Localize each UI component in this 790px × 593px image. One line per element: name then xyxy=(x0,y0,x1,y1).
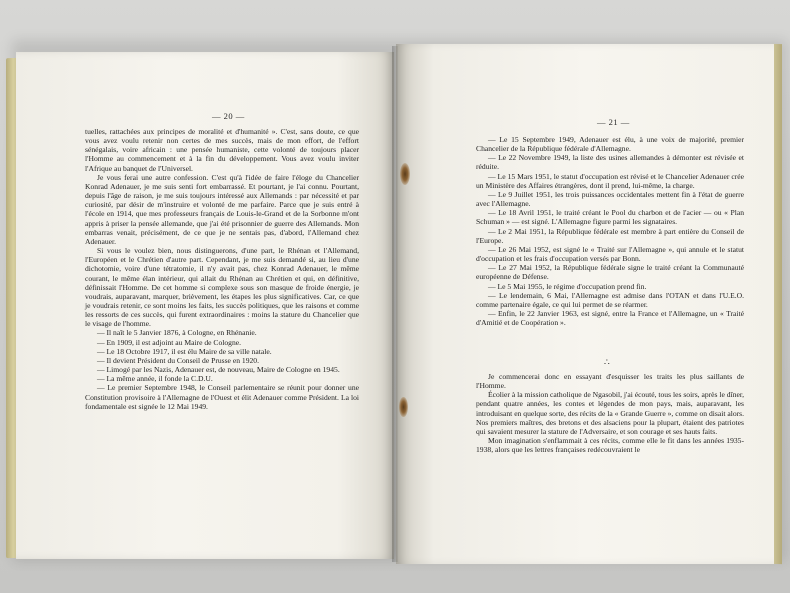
chronology-item: — Le 15 Septembre 1949, Adenauer est élu, à une voix de majorité, premier Chancelier de la République fédérale d'Allemagne. xyxy=(476,135,744,154)
right-page-text xyxy=(476,372,744,454)
chronology-item: — Le 26 Mai 1952, est signé le « Traité sur l'Allemagne », qui annule et le statut d'occupation et les frais d'occupation versés par Bonn. xyxy=(476,244,744,264)
chronology-item: — Le 22 Novembre 1949, la liste des usines allemandes à démonter est révisée et réduite. xyxy=(476,153,744,172)
chronology-item: — Le 2 Mai 1951, la République fédérale est membre à part entière du Conseil de l'Europe. xyxy=(476,226,744,245)
chronology-item: — Le 27 Mai 1952, la République fédérale signe le traité créant la Communauté européenne de Défense. xyxy=(476,263,744,282)
chronology-item: — Le 15 Mars 1951, le statut d'occupation est révisé et le Chancelier Adenauer crée un Ministère des Affaires étrangères, dont il prend, lui-même, la charge. xyxy=(476,171,744,190)
paragraph: Écolier à la mission catholique de Ngasobil, j'ai écouté, tous les soirs, après le dîner, pendant quatre années, les contes et légendes de mon pays, mais, auparavant, les introduisant en quelque sorte, des récits de la « Grande Guerre », comme on disait alors. Nos premiers maîtres, des bretons et des alsaciens pour la plupart, étaient des patriotes qui savaient mesurer la stature de l'Adversaire, et son courage et ses hauts faits. xyxy=(476,390,744,436)
stain-mark xyxy=(400,163,410,185)
right-page-number: — 21 — xyxy=(597,117,630,127)
left-page-number: — 20 — xyxy=(212,111,245,121)
paragraph: Mon imagination s'enflammait à ces récits, comme elle le fit dans les années 1935-1938, alors que les lettres françaises redécouvraient le xyxy=(476,436,744,455)
chronology-item: — Le 5 Mai 1955, le régime d'occupation prend fin. xyxy=(488,281,647,291)
paragraph: — Limogé par les Nazis, Adenauer est, de nouveau, Maire de Cologne en 1945. xyxy=(97,365,340,375)
chronology-item: — Le 9 Juillet 1951, les trois puissances occidentales mettent fin à l'état de guerre avec l'Allemagne. xyxy=(476,189,744,209)
paragraph: Si vous le voulez bien, nous distinguerons, d'une part, le Rhénan et l'Allemand, l'Européen et le Chrétien d'autre part. Cependant, je me suis demandé si, au lieu d'une dichotomie, voire d'une tétratomie, il n'y avait pas, chez Konrad Adenauer, le même courant, le même élan intérieur, qui allait du Rhénan au Chrétien et qui, en définitive, définissait l'Homme. De cet homme si complexe sous son masque de froide énergie, je voudrais, auparavant, marquer, brièvement, les étapes les plus significatives. Car, ce que je voudrais retenir, ce sont moins les faits, les succès politiques, que les raisons et comme les ressorts de ces succès, qui furent extraordinaires : moins la stature du Chancelier que le visage de l'homme. xyxy=(85,246,359,329)
paragraph: — Le premier Septembre 1948, le Conseil parlementaire se réunit pour donner une Constitution provisoire à l'Allemagne de l'Ouest et élit Adenauer comme Président. La loi fondamentale est signée le 12 Mai 1949. xyxy=(85,383,359,411)
chronology-item: — Le 18 Avril 1951, le traité créant le Pool du charbon et de l'acier — ou « Plan Schuman » — est signé. L'Allemagne figure parmi les signataires. xyxy=(476,208,744,227)
paragraph: Je commencerai donc en essayant d'esquisser les traits les plus saillants de l'Homme. xyxy=(476,372,744,391)
chronology-item: — Enfin, le 22 Janvier 1963, est signé, entre la France et l'Allemagne, un « Traité d'Amitié et de Coopération ». xyxy=(476,308,744,328)
paragraph: — Il devient Président du Conseil de Prusse en 1920. xyxy=(97,355,259,365)
paragraph: — Il naît le 5 Janvier 1876, à Cologne, en Rhénanie. xyxy=(97,328,257,338)
left-page-text xyxy=(85,127,359,411)
stain-mark xyxy=(399,397,408,417)
paragraph: — Le 18 Octobre 1917, il est élu Maire de sa ville natale. xyxy=(97,346,272,356)
paragraph: — La même année, il fonde la C.D.U. xyxy=(97,374,213,384)
section-separator: ∴ xyxy=(604,357,610,367)
paragraph: — En 1909, il est adjoint au Maire de Cologne. xyxy=(97,337,242,347)
book-gutter xyxy=(392,46,398,562)
paragraph: Je vous ferai une autre confession. C'est qu'à l'idée de faire l'éloge du Chancelier Konrad Adenauer, je me suis senti fort embarrassé. Et pourtant, je l'ai connu. Pourtant, depuis l'âge de raison, je me suis toujours intéressé aux Allemands : par nécessité et par curiosité, par désir de m'instruire et volonté de me parfaire. Parce que je suis entré à l'école en 1914, que mes professeurs français de Louis-le-Grand et de la Sorbonne m'ont appris à priser la pensée allemande, que j'ai été prisonnier de guerre des Allemands. Mon embarras venait, précisément, de ce que je ne sentais pas, d'abord, l'Allemand chez Adenauer. xyxy=(85,172,359,246)
right-page-chronology xyxy=(476,135,744,327)
chronology-item: — Le lendemain, 6 Mai, l'Allemagne est admise dans l'OTAN et dans l'U.E.O. comme partenaire égale, ce qui lui permet de se réarmer. xyxy=(476,290,744,309)
paragraph: tuelles, rattachées aux principes de moralité et d'humanité ». C'est, sans doute, ce que vous avez voulu retenir non certes de mes succès, mais de mon effort, de l'effort sénégalais, voire africain : une pensée humaniste, cette volonté de toujours placer l'Homme au commencement et à la fin du développement. Vous avez voulu inviter l'Afrique au banquet de l'Universel. xyxy=(85,127,359,173)
